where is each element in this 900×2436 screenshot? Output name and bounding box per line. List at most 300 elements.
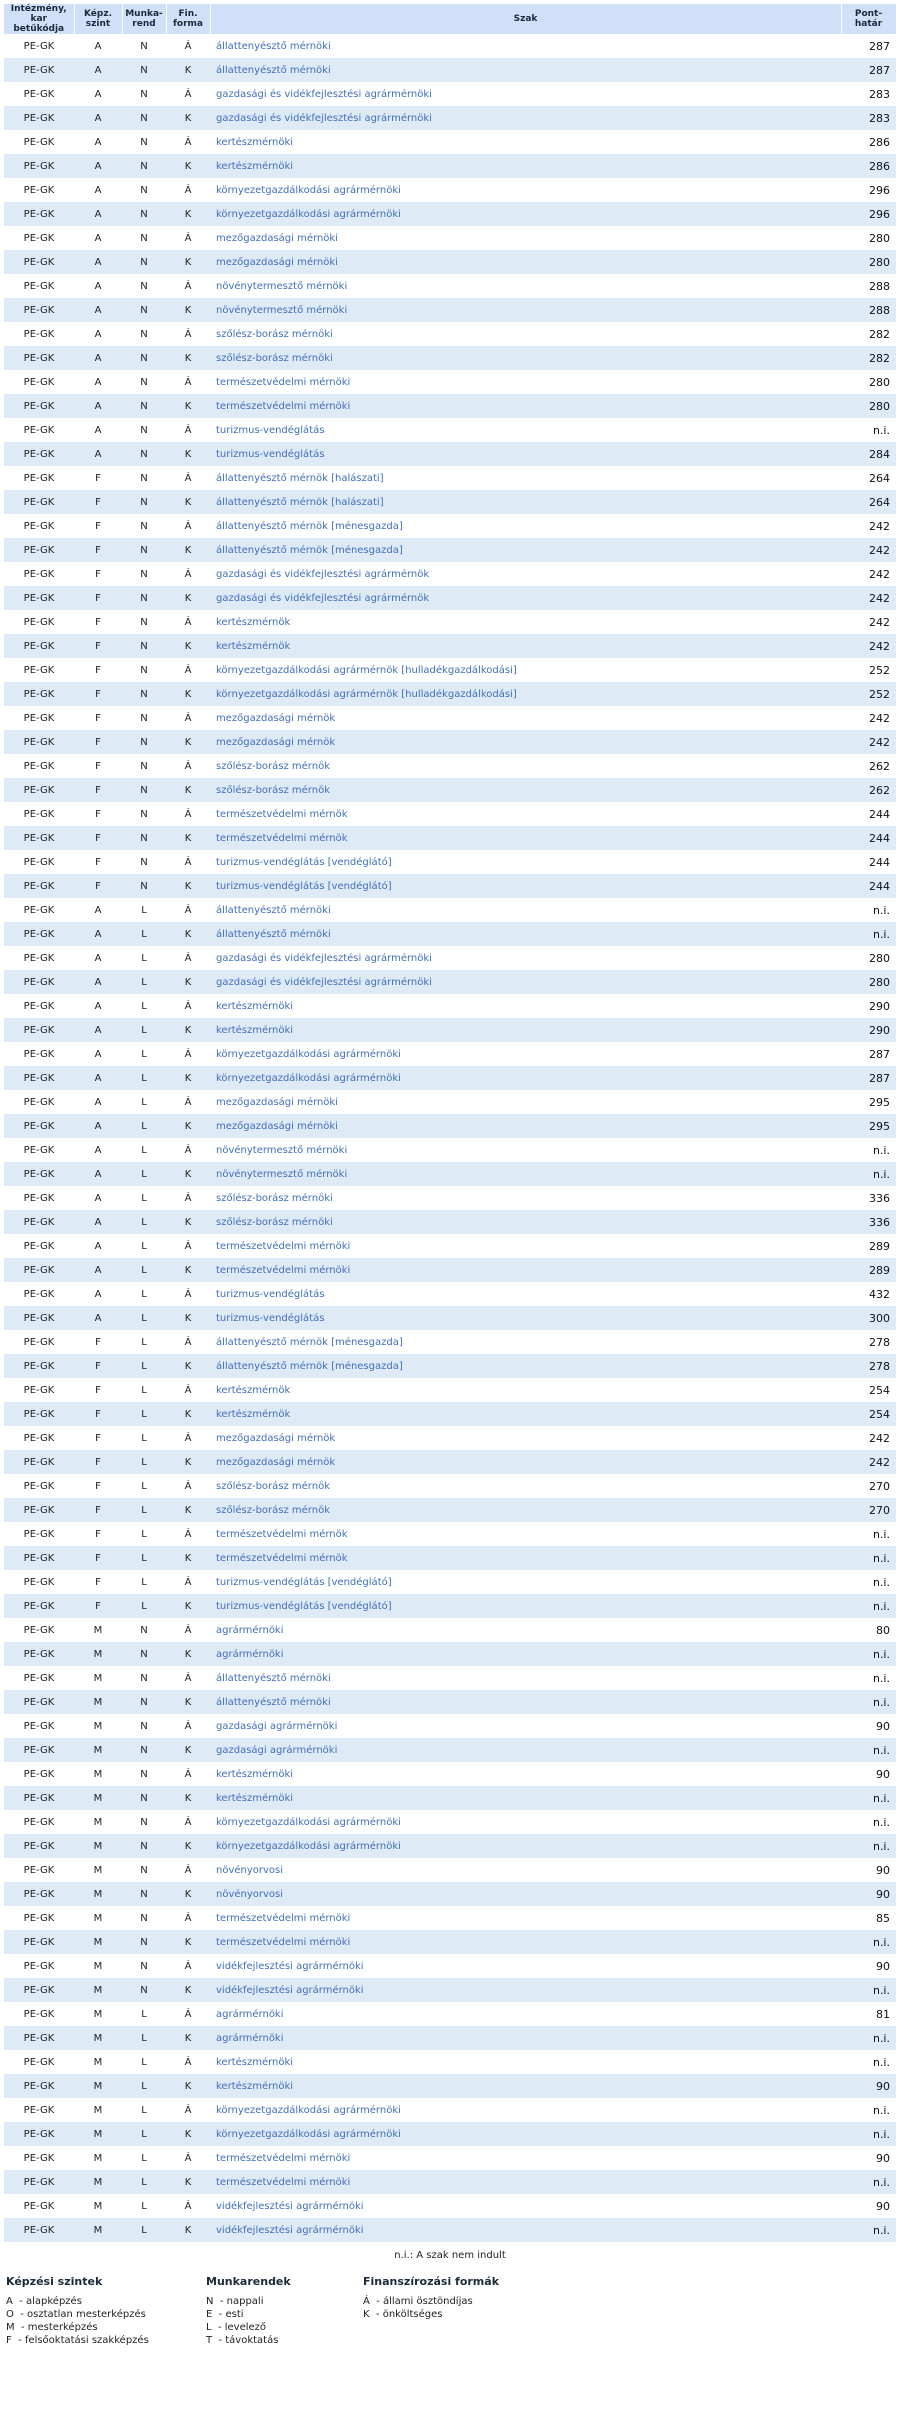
cell-szak[interactable]: vidékfejlesztési agrármérnöki [210, 2218, 841, 2242]
cell-szak[interactable]: kertészmérnök [210, 1402, 841, 1426]
cell-intezmeny: PE-GK [4, 1570, 74, 1594]
cell-szak[interactable]: környezetgazdálkodási agrármérnöki [210, 1042, 841, 1066]
cell-fin-forma: Á [166, 1330, 210, 1354]
cell-intezmeny: PE-GK [4, 538, 74, 562]
table-row [4, 1594, 896, 1618]
header-szak: Szak [210, 4, 841, 34]
cell-kepzesi-szint: M [74, 2074, 122, 2098]
table-body [4, 34, 896, 2242]
cell-fin-forma: K [166, 1690, 210, 1714]
cell-kepzesi-szint: F [74, 538, 122, 562]
cell-fin-forma: K [166, 874, 210, 898]
cell-szak[interactable]: turizmus-vendéglátás [210, 1306, 841, 1330]
cell-kepzesi-szint: A [74, 178, 122, 202]
cell-intezmeny: PE-GK [4, 802, 74, 826]
cell-ponthatar: 264 [841, 490, 896, 514]
cell-munkarend: N [122, 442, 166, 466]
cell-ponthatar: 287 [841, 1042, 896, 1066]
cell-ponthatar: n.i. [841, 1690, 896, 1714]
cell-ponthatar: 242 [841, 1450, 896, 1474]
table-row [4, 1138, 896, 1162]
cell-szak[interactable]: állattenyésztő mérnök [halászati] [210, 490, 841, 514]
cell-szak[interactable]: gazdasági agrármérnöki [210, 1738, 841, 1762]
cell-szak[interactable]: turizmus-vendéglátás [vendéglátó] [210, 850, 841, 874]
cell-intezmeny: PE-GK [4, 1066, 74, 1090]
cell-szak[interactable]: állattenyésztő mérnöki [210, 1690, 841, 1714]
cell-fin-forma: Á [166, 2098, 210, 2122]
cell-intezmeny: PE-GK [4, 34, 74, 58]
cell-szak[interactable]: vidékfejlesztési agrármérnöki [210, 1954, 841, 1978]
cell-fin-forma: Á [166, 994, 210, 1018]
cell-kepzesi-szint: A [74, 970, 122, 994]
cell-szak[interactable]: természetvédelmi mérnöki [210, 394, 841, 418]
cell-szak[interactable]: kertészmérnöki [210, 2050, 841, 2074]
cell-szak[interactable]: természetvédelmi mérnöki [210, 1930, 841, 1954]
cell-szak[interactable]: gazdasági és vidékfejlesztési agrármérnöki [210, 946, 841, 970]
cell-fin-forma: Á [166, 2194, 210, 2218]
cell-szak[interactable]: turizmus-vendéglátás [210, 1282, 841, 1306]
table-row [4, 730, 896, 754]
cell-szak[interactable]: mezőgazdasági mérnök [210, 1426, 841, 1450]
cell-fin-forma: K [166, 2074, 210, 2098]
cell-szak[interactable]: szőlész-borász mérnöki [210, 1210, 841, 1234]
cell-ponthatar: 280 [841, 226, 896, 250]
cell-szak[interactable]: mezőgazdasági mérnök [210, 1450, 841, 1474]
cell-ponthatar: 286 [841, 130, 896, 154]
cell-szak[interactable]: környezetgazdálkodási agrármérnök [hulladékgazdálkodási] [210, 682, 841, 706]
cell-szak[interactable]: állattenyésztő mérnöki [210, 1666, 841, 1690]
cell-szak[interactable]: gazdasági és vidékfejlesztési agrármérnöki [210, 106, 841, 130]
cell-ponthatar: n.i. [841, 1810, 896, 1834]
cell-szak[interactable]: vidékfejlesztési agrármérnöki [210, 2194, 841, 2218]
cell-szak[interactable]: kertészmérnöki [210, 154, 841, 178]
table-row [4, 634, 896, 658]
cell-fin-forma: Á [166, 130, 210, 154]
legend-item: O - osztatlan mesterképzés [6, 2309, 146, 2320]
cell-szak[interactable]: mezőgazdasági mérnöki [210, 1090, 841, 1114]
cell-szak[interactable]: növényorvosi [210, 1882, 841, 1906]
table-row [4, 946, 896, 970]
cell-szak[interactable]: mezőgazdasági mérnöki [210, 250, 841, 274]
header-fin-forma: Fin. forma [166, 4, 210, 34]
table-row [4, 1018, 896, 1042]
cell-ponthatar: 432 [841, 1282, 896, 1306]
cell-ponthatar: 242 [841, 586, 896, 610]
cell-fin-forma: Á [166, 1666, 210, 1690]
cell-munkarend: L [122, 1138, 166, 1162]
legend-item: L - levelező [206, 2322, 267, 2333]
cell-ponthatar: 280 [841, 394, 896, 418]
cell-fin-forma: Á [166, 418, 210, 442]
table-row [4, 1042, 896, 1066]
cell-szak[interactable]: állattenyésztő mérnöki [210, 34, 841, 58]
cell-ponthatar: n.i. [841, 1138, 896, 1162]
cell-munkarend: N [122, 466, 166, 490]
cell-fin-forma: Á [166, 1378, 210, 1402]
cell-szak[interactable]: környezetgazdálkodási agrármérnök [hulladékgazdálkodási] [210, 658, 841, 682]
cell-kepzesi-szint: F [74, 1522, 122, 1546]
cell-intezmeny: PE-GK [4, 442, 74, 466]
cell-intezmeny: PE-GK [4, 2170, 74, 2194]
cell-ponthatar: n.i. [841, 1786, 896, 1810]
cell-munkarend: N [122, 298, 166, 322]
cell-intezmeny: PE-GK [4, 202, 74, 226]
cell-intezmeny: PE-GK [4, 106, 74, 130]
cell-ponthatar: 242 [841, 562, 896, 586]
cell-kepzesi-szint: M [74, 2170, 122, 2194]
cell-munkarend: L [122, 2170, 166, 2194]
cell-szak[interactable]: természetvédelmi mérnök [210, 802, 841, 826]
cell-fin-forma: K [166, 202, 210, 226]
cell-szak[interactable]: természetvédelmi mérnöki [210, 1234, 841, 1258]
cell-fin-forma: K [166, 2218, 210, 2242]
cell-szak[interactable]: kertészmérnöki [210, 1762, 841, 1786]
cell-szak[interactable]: szőlész-borász mérnök [210, 778, 841, 802]
cell-munkarend: N [122, 634, 166, 658]
cell-munkarend: N [122, 538, 166, 562]
cell-kepzesi-szint: M [74, 1738, 122, 1762]
cell-munkarend: N [122, 1834, 166, 1858]
cell-szak[interactable]: kertészmérnöki [210, 1786, 841, 1810]
cell-szak[interactable]: kertészmérnöki [210, 2074, 841, 2098]
cell-munkarend: L [122, 922, 166, 946]
cell-intezmeny: PE-GK [4, 2074, 74, 2098]
cell-szak[interactable]: mezőgazdasági mérnök [210, 706, 841, 730]
table-row [4, 130, 896, 154]
cell-intezmeny: PE-GK [4, 2122, 74, 2146]
cell-szak[interactable]: természetvédelmi mérnöki [210, 370, 841, 394]
cell-munkarend: N [122, 106, 166, 130]
cell-intezmeny: PE-GK [4, 1810, 74, 1834]
cell-munkarend: N [122, 418, 166, 442]
cell-intezmeny: PE-GK [4, 1042, 74, 1066]
cell-kepzesi-szint: A [74, 346, 122, 370]
cell-intezmeny: PE-GK [4, 346, 74, 370]
cell-intezmeny: PE-GK [4, 1546, 74, 1570]
table-row [4, 1882, 896, 1906]
cell-szak[interactable]: kertészmérnöki [210, 1018, 841, 1042]
cell-munkarend: N [122, 1786, 166, 1810]
cell-szak[interactable]: szőlész-borász mérnöki [210, 322, 841, 346]
cell-szak[interactable]: gazdasági és vidékfejlesztési agrármérnöki [210, 970, 841, 994]
table-row [4, 1642, 896, 1666]
cell-kepzesi-szint: A [74, 898, 122, 922]
cell-munkarend: L [122, 1522, 166, 1546]
cell-szak[interactable]: turizmus-vendéglátás [210, 442, 841, 466]
cell-szak[interactable]: kertészmérnök [210, 610, 841, 634]
cell-munkarend: N [122, 658, 166, 682]
cell-szak[interactable]: szőlész-borász mérnöki [210, 346, 841, 370]
cell-kepzesi-szint: A [74, 1114, 122, 1138]
cell-kepzesi-szint: A [74, 322, 122, 346]
cell-szak[interactable]: természetvédelmi mérnök [210, 1522, 841, 1546]
cell-fin-forma: Á [166, 898, 210, 922]
cell-szak[interactable]: szőlész-borász mérnöki [210, 1186, 841, 1210]
cell-szak[interactable]: állattenyésztő mérnök [ménesgazda] [210, 538, 841, 562]
cell-intezmeny: PE-GK [4, 1330, 74, 1354]
cell-kepzesi-szint: A [74, 154, 122, 178]
cell-szak[interactable]: kertészmérnöki [210, 994, 841, 1018]
cell-munkarend: L [122, 1066, 166, 1090]
cell-munkarend: N [122, 1810, 166, 1834]
cell-szak[interactable]: szőlész-borász mérnök [210, 754, 841, 778]
cell-ponthatar: 90 [841, 1858, 896, 1882]
cell-szak[interactable]: szőlész-borász mérnök [210, 1498, 841, 1522]
cell-ponthatar: 242 [841, 634, 896, 658]
cell-kepzesi-szint: A [74, 946, 122, 970]
cell-szak[interactable]: turizmus-vendéglátás [vendéglátó] [210, 874, 841, 898]
cell-szak[interactable]: növénytermesztő mérnöki [210, 1162, 841, 1186]
cell-ponthatar: n.i. [841, 1738, 896, 1762]
cell-kepzesi-szint: A [74, 442, 122, 466]
legend-finanszirozasi-formak [363, 2275, 563, 2347]
cell-munkarend: N [122, 1714, 166, 1738]
cell-kepzesi-szint: A [74, 1282, 122, 1306]
cell-ponthatar: 288 [841, 274, 896, 298]
cell-szak[interactable]: természetvédelmi mérnök [210, 1546, 841, 1570]
cell-szak[interactable]: állattenyésztő mérnök [ménesgazda] [210, 1330, 841, 1354]
cell-ponthatar: 242 [841, 538, 896, 562]
cell-munkarend: N [122, 1882, 166, 1906]
cell-munkarend: N [122, 682, 166, 706]
cell-intezmeny: PE-GK [4, 970, 74, 994]
cell-intezmeny: PE-GK [4, 826, 74, 850]
legend-munkarendek [206, 2275, 363, 2347]
table-row [4, 1450, 896, 1474]
cell-munkarend: N [122, 394, 166, 418]
cell-kepzesi-szint: F [74, 1378, 122, 1402]
cell-fin-forma: K [166, 778, 210, 802]
legend-title: Munkarendek [206, 2275, 291, 2288]
cell-fin-forma: K [166, 1450, 210, 1474]
cell-munkarend: N [122, 154, 166, 178]
cell-intezmeny: PE-GK [4, 754, 74, 778]
cell-szak[interactable]: növénytermesztő mérnöki [210, 274, 841, 298]
cell-fin-forma: K [166, 1018, 210, 1042]
cell-ponthatar: 252 [841, 682, 896, 706]
cell-fin-forma: Á [166, 1762, 210, 1786]
table-row [4, 1570, 896, 1594]
table-header [4, 4, 896, 34]
cell-szak[interactable]: növényorvosi [210, 1858, 841, 1882]
cell-intezmeny: PE-GK [4, 706, 74, 730]
cell-szak[interactable]: környezetgazdálkodási agrármérnöki [210, 202, 841, 226]
cell-fin-forma: K [166, 1210, 210, 1234]
table-row [4, 1954, 896, 1978]
table-row [4, 1690, 896, 1714]
cell-fin-forma: Á [166, 370, 210, 394]
cell-szak[interactable]: környezetgazdálkodási agrármérnöki [210, 1810, 841, 1834]
cell-intezmeny: PE-GK [4, 274, 74, 298]
cell-szak[interactable]: szőlész-borász mérnök [210, 1474, 841, 1498]
cell-szak[interactable]: turizmus-vendéglátás [vendéglátó] [210, 1594, 841, 1618]
cell-kepzesi-szint: A [74, 370, 122, 394]
cell-szak[interactable]: környezetgazdálkodási agrármérnöki [210, 1066, 841, 1090]
cell-fin-forma: K [166, 1546, 210, 1570]
cell-intezmeny: PE-GK [4, 514, 74, 538]
cell-kepzesi-szint: A [74, 922, 122, 946]
cell-szak[interactable]: természetvédelmi mérnök [210, 826, 841, 850]
cell-szak[interactable]: mezőgazdasági mérnöki [210, 226, 841, 250]
cell-szak[interactable]: agrármérnöki [210, 1618, 841, 1642]
cell-munkarend: L [122, 1354, 166, 1378]
table-row [4, 826, 896, 850]
cell-kepzesi-szint: F [74, 1546, 122, 1570]
cell-kepzesi-szint: F [74, 1474, 122, 1498]
cell-munkarend: L [122, 1234, 166, 1258]
cell-szak[interactable]: gazdasági agrármérnöki [210, 1714, 841, 1738]
cell-ponthatar: 242 [841, 610, 896, 634]
cell-intezmeny: PE-GK [4, 1834, 74, 1858]
cell-szak[interactable]: mezőgazdasági mérnöki [210, 1114, 841, 1138]
cell-fin-forma: K [166, 538, 210, 562]
cell-kepzesi-szint: F [74, 658, 122, 682]
cell-munkarend: N [122, 586, 166, 610]
cell-munkarend: N [122, 850, 166, 874]
cell-intezmeny: PE-GK [4, 682, 74, 706]
cell-szak[interactable]: állattenyésztő mérnöki [210, 922, 841, 946]
cell-szak[interactable]: gazdasági és vidékfejlesztési agrármérnöki [210, 82, 841, 106]
cell-szak[interactable]: agrármérnöki [210, 2002, 841, 2026]
cell-szak[interactable]: turizmus-vendéglátás [210, 418, 841, 442]
cell-szak[interactable]: növénytermesztő mérnöki [210, 1138, 841, 1162]
cell-intezmeny: PE-GK [4, 1906, 74, 1930]
cell-fin-forma: Á [166, 466, 210, 490]
cell-fin-forma: Á [166, 1570, 210, 1594]
cell-munkarend: N [122, 34, 166, 58]
cell-fin-forma: Á [166, 1234, 210, 1258]
cell-kepzesi-szint: F [74, 706, 122, 730]
cell-szak[interactable]: turizmus-vendéglátás [vendéglátó] [210, 1570, 841, 1594]
cell-intezmeny: PE-GK [4, 82, 74, 106]
table-row [4, 202, 896, 226]
cell-szak[interactable]: gazdasági és vidékfejlesztési agrármérnök [210, 562, 841, 586]
cell-kepzesi-szint: A [74, 1162, 122, 1186]
cell-ponthatar: 254 [841, 1378, 896, 1402]
cell-kepzesi-szint: F [74, 850, 122, 874]
table-row [4, 538, 896, 562]
cell-munkarend: L [122, 2146, 166, 2170]
cell-szak[interactable]: állattenyésztő mérnöki [210, 58, 841, 82]
table-row [4, 2170, 896, 2194]
cell-ponthatar: 288 [841, 298, 896, 322]
legend-item: K - önköltséges [363, 2309, 443, 2320]
cell-fin-forma: K [166, 2170, 210, 2194]
legend-item: A - alapképzés [6, 2296, 82, 2307]
table-row [4, 514, 896, 538]
cell-munkarend: L [122, 1306, 166, 1330]
table-row [4, 298, 896, 322]
cell-ponthatar: 80 [841, 1618, 896, 1642]
cell-ponthatar: n.i. [841, 898, 896, 922]
cell-kepzesi-szint: F [74, 1354, 122, 1378]
header-munkarend: Munka- rend [122, 4, 166, 34]
cell-szak[interactable]: környezetgazdálkodási agrármérnöki [210, 2098, 841, 2122]
cell-kepzesi-szint: M [74, 1834, 122, 1858]
cell-szak[interactable]: állattenyésztő mérnök [ménesgazda] [210, 514, 841, 538]
cell-szak[interactable]: állattenyésztő mérnök [halászati] [210, 466, 841, 490]
cell-szak[interactable]: kertészmérnök [210, 1378, 841, 1402]
cell-szak[interactable]: gazdasági és vidékfejlesztési agrármérnök [210, 586, 841, 610]
table-row [4, 586, 896, 610]
cell-szak[interactable]: természetvédelmi mérnöki [210, 1906, 841, 1930]
header-kepzesi-szint: Képz. szint [74, 4, 122, 34]
cell-munkarend: N [122, 490, 166, 514]
cell-szak[interactable]: vidékfejlesztési agrármérnöki [210, 1978, 841, 2002]
cell-szak[interactable]: mezőgazdasági mérnök [210, 730, 841, 754]
cell-szak[interactable]: környezetgazdálkodási agrármérnöki [210, 2122, 841, 2146]
cell-munkarend: N [122, 514, 166, 538]
cell-ponthatar: 336 [841, 1186, 896, 1210]
cell-ponthatar: 262 [841, 778, 896, 802]
cell-fin-forma: Á [166, 610, 210, 634]
cell-munkarend: L [122, 2218, 166, 2242]
cell-fin-forma: Á [166, 2050, 210, 2074]
cell-munkarend: L [122, 1186, 166, 1210]
cell-szak[interactable]: környezetgazdálkodási agrármérnöki [210, 1834, 841, 1858]
cell-fin-forma: K [166, 1642, 210, 1666]
cell-szak[interactable]: kertészmérnök [210, 634, 841, 658]
cell-szak[interactable]: természetvédelmi mérnöki [210, 2146, 841, 2170]
cell-szak[interactable]: természetvédelmi mérnöki [210, 1258, 841, 1282]
cell-szak[interactable]: környezetgazdálkodási agrármérnöki [210, 178, 841, 202]
cell-ponthatar: 287 [841, 1066, 896, 1090]
cell-kepzesi-szint: A [74, 1018, 122, 1042]
cell-kepzesi-szint: A [74, 226, 122, 250]
cell-szak[interactable]: növénytermesztő mérnöki [210, 298, 841, 322]
cell-munkarend: L [122, 2098, 166, 2122]
table-row [4, 490, 896, 514]
legend-title: Képzési szintek [6, 2275, 103, 2288]
cell-munkarend: N [122, 346, 166, 370]
cell-intezmeny: PE-GK [4, 1090, 74, 1114]
cell-munkarend: L [122, 2050, 166, 2074]
cell-intezmeny: PE-GK [4, 1258, 74, 1282]
cell-szak[interactable]: természetvédelmi mérnöki [210, 2170, 841, 2194]
cell-fin-forma: K [166, 970, 210, 994]
cell-intezmeny: PE-GK [4, 778, 74, 802]
cell-ponthatar: 296 [841, 178, 896, 202]
cell-munkarend: N [122, 82, 166, 106]
cell-fin-forma: K [166, 1834, 210, 1858]
table-row [4, 2074, 896, 2098]
cell-szak[interactable]: agrármérnöki [210, 2026, 841, 2050]
table-row [4, 346, 896, 370]
cell-munkarend: N [122, 130, 166, 154]
cell-munkarend: L [122, 1282, 166, 1306]
cell-intezmeny: PE-GK [4, 1930, 74, 1954]
cell-ponthatar: 296 [841, 202, 896, 226]
cell-kepzesi-szint: M [74, 1954, 122, 1978]
table-row [4, 874, 896, 898]
cell-fin-forma: K [166, 394, 210, 418]
cell-szak[interactable]: kertészmérnöki [210, 130, 841, 154]
cell-munkarend: L [122, 946, 166, 970]
cell-kepzesi-szint: M [74, 1906, 122, 1930]
cell-ponthatar: 270 [841, 1474, 896, 1498]
cell-szak[interactable]: állattenyésztő mérnöki [210, 898, 841, 922]
cell-kepzesi-szint: A [74, 106, 122, 130]
cell-ponthatar: 286 [841, 154, 896, 178]
cell-szak[interactable]: agrármérnöki [210, 1642, 841, 1666]
cell-intezmeny: PE-GK [4, 1954, 74, 1978]
cell-munkarend: N [122, 610, 166, 634]
cell-szak[interactable]: állattenyésztő mérnök [ménesgazda] [210, 1354, 841, 1378]
cell-kepzesi-szint: F [74, 802, 122, 826]
header-ponthatar: Pont- határ [841, 4, 896, 34]
cell-kepzesi-szint: F [74, 586, 122, 610]
cell-ponthatar: 244 [841, 874, 896, 898]
